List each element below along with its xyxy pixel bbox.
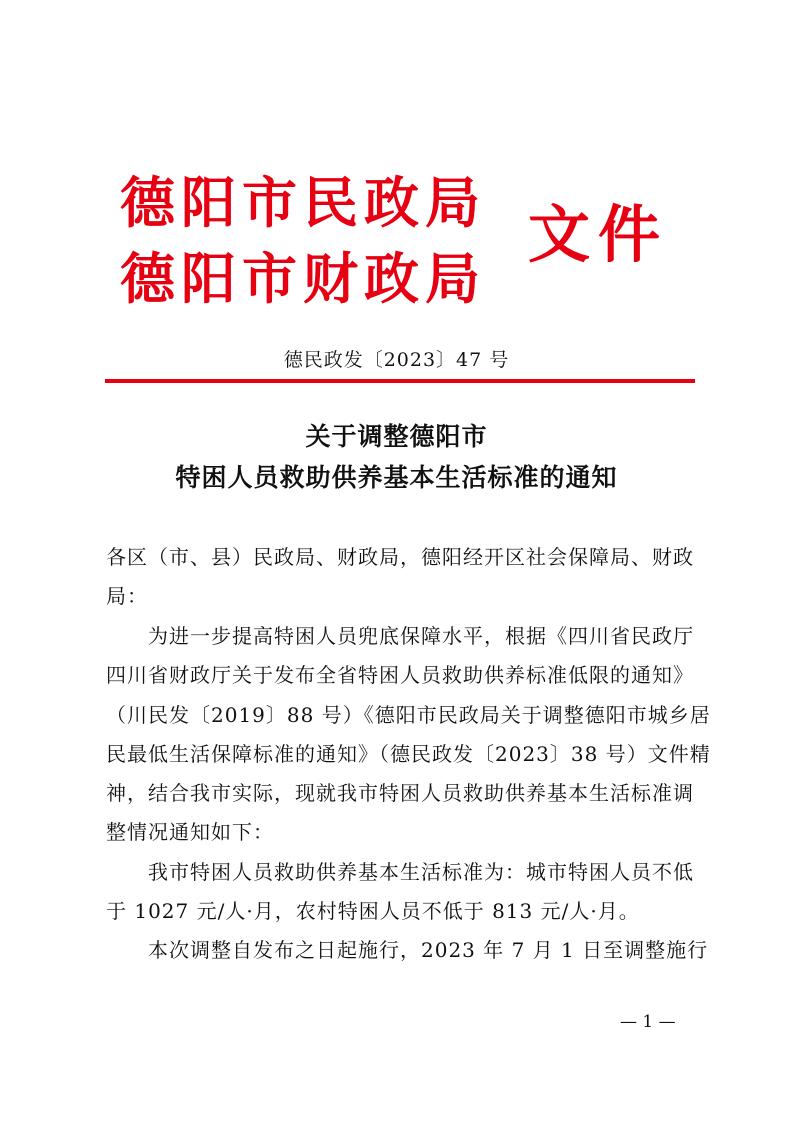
red-divider-line [105,379,695,383]
body-paragraph-line: 民最低生活保障标准的通知》（德民政发〔2023〕38 号）文件精 [106,742,711,766]
body-paragraph-line: 本次调整自发布之日起施行，2023 年 7 月 1 日至调整施行 [148,938,709,962]
notice-title-line-2: 特困人员救助供养基本生活标准的通知 [175,463,618,492]
body-paragraph-line: 于 1027 元/人·月，农村特困人员不低于 813 元/人·月。 [106,899,640,923]
notice-title-line-1: 关于调整德阳市 [305,422,488,451]
salutation-line: 各区（市、县）民政局、财政局，德阳经开区社会保障局、财政 [106,545,694,569]
body-paragraph-line: 整情况通知如下： [106,820,274,844]
salutation-line: 局： [106,584,148,608]
page-number: — 1 — [620,1012,676,1032]
document-number: 德民政发〔2023〕47 号 [283,349,510,371]
body-paragraph-line: （川民发〔2019〕88 号）《德阳市民政局关于调整德阳市城乡居 [106,703,711,727]
issuing-org-civil-affairs: 德阳市民政局 [120,171,487,235]
issuing-org-finance: 德阳市财政局 [120,247,487,311]
document-label: 文件 [528,198,669,271]
body-paragraph-line: 四川省财政厅关于发布全省特困人员救助供养标准低限的通知》 [106,663,694,687]
body-paragraph-line: 为进一步提高特困人员兜底保障水平，根据《四川省民政厅 [148,624,694,648]
body-paragraph-line: 我市特困人员救助供养基本生活标准为：城市特困人员不低 [148,860,694,884]
body-paragraph-line: 神，结合我市实际，现就我市特困人员救助供养基本生活标准调 [106,781,694,805]
